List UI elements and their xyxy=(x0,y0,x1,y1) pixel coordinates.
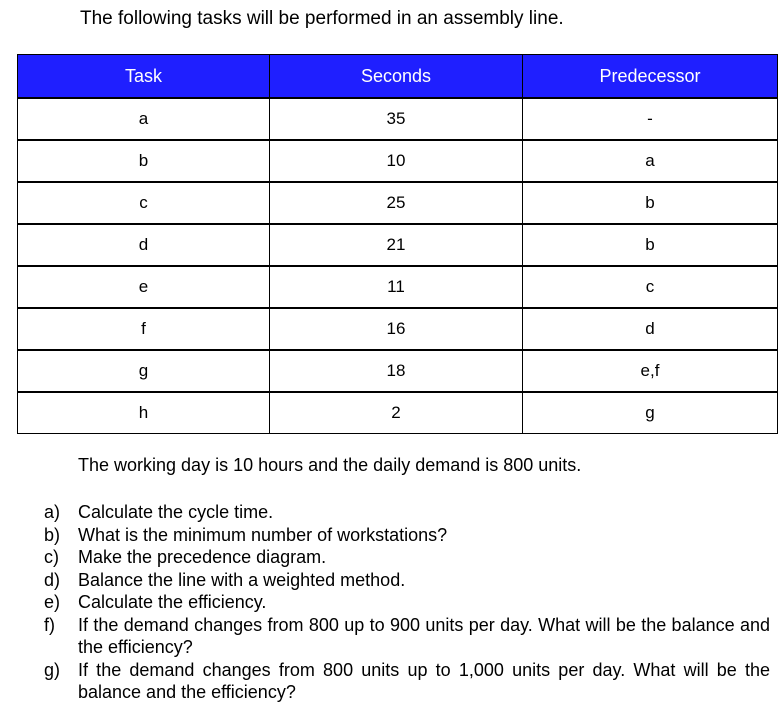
question-marker: a) xyxy=(44,502,61,522)
question-text: If the demand changes from 800 units up to 1,000 units per day. What will be the balance and the efficiency? xyxy=(78,659,770,702)
seconds-cell: 16 xyxy=(270,308,523,350)
table-row xyxy=(18,392,778,434)
question-marker: c) xyxy=(44,547,59,567)
predecessor-cell: c xyxy=(523,266,778,308)
question-marker: b) xyxy=(44,524,61,545)
intro-text: The following tasks will be performed in an assembly line. xyxy=(80,8,564,29)
table-row xyxy=(18,308,778,350)
question-item xyxy=(44,569,770,592)
table-header-row xyxy=(18,55,778,99)
task-cell: f xyxy=(18,308,270,350)
question-marker: d) xyxy=(44,569,61,590)
task-table xyxy=(17,54,778,434)
task-cell: b xyxy=(18,140,270,182)
task-cell: h xyxy=(18,392,270,434)
predecessor-cell: b xyxy=(523,224,778,266)
question-text: If the demand changes from 800 up to 900 units per day. What will be the balance and the efficiency? xyxy=(78,614,770,657)
question-item xyxy=(44,614,770,659)
table-row xyxy=(18,266,778,308)
task-cell: e xyxy=(18,266,270,308)
predecessor-cell: e,f xyxy=(523,350,778,392)
seconds-cell: 25 xyxy=(270,182,523,224)
seconds-cell: 11 xyxy=(270,266,523,308)
question-text: Calculate the efficiency. xyxy=(78,592,267,612)
question-marker: f) xyxy=(44,614,55,635)
predecessor-cell: a xyxy=(523,140,778,182)
table-row xyxy=(18,224,778,266)
question-text: Balance the line with a weighted method. xyxy=(78,569,406,590)
question-marker: g) xyxy=(44,659,61,680)
question-item xyxy=(44,591,770,614)
workday-text: The working day is 10 hours and the daily demand is 800 units. xyxy=(78,455,582,475)
question-text: Calculate the cycle time. xyxy=(78,502,274,522)
predecessor-cell: - xyxy=(523,98,778,140)
header-task: Task xyxy=(18,55,270,99)
seconds-cell: 10 xyxy=(270,140,523,182)
table-row xyxy=(18,182,778,224)
predecessor-cell: g xyxy=(523,392,778,434)
predecessor-cell: d xyxy=(523,308,778,350)
question-item xyxy=(44,659,770,704)
task-cell: g xyxy=(18,350,270,392)
task-cell: c xyxy=(18,182,270,224)
task-cell: a xyxy=(18,98,270,140)
table-row xyxy=(18,140,778,182)
question-text: What is the minimum number of workstations? xyxy=(78,524,448,545)
table-row xyxy=(18,98,778,140)
seconds-cell: 2 xyxy=(270,392,523,434)
table-row xyxy=(18,350,778,392)
question-text: Make the precedence diagram. xyxy=(78,547,327,567)
question-list xyxy=(44,501,770,704)
seconds-cell: 35 xyxy=(270,98,523,140)
predecessor-cell: b xyxy=(523,182,778,224)
task-cell: d xyxy=(18,224,270,266)
header-predecessor: Predecessor xyxy=(523,55,778,99)
seconds-cell: 21 xyxy=(270,224,523,266)
header-seconds: Seconds xyxy=(270,55,523,99)
question-item xyxy=(44,546,770,569)
question-item xyxy=(44,524,770,547)
question-item xyxy=(44,501,770,524)
question-marker: e) xyxy=(44,592,61,612)
seconds-cell: 18 xyxy=(270,350,523,392)
